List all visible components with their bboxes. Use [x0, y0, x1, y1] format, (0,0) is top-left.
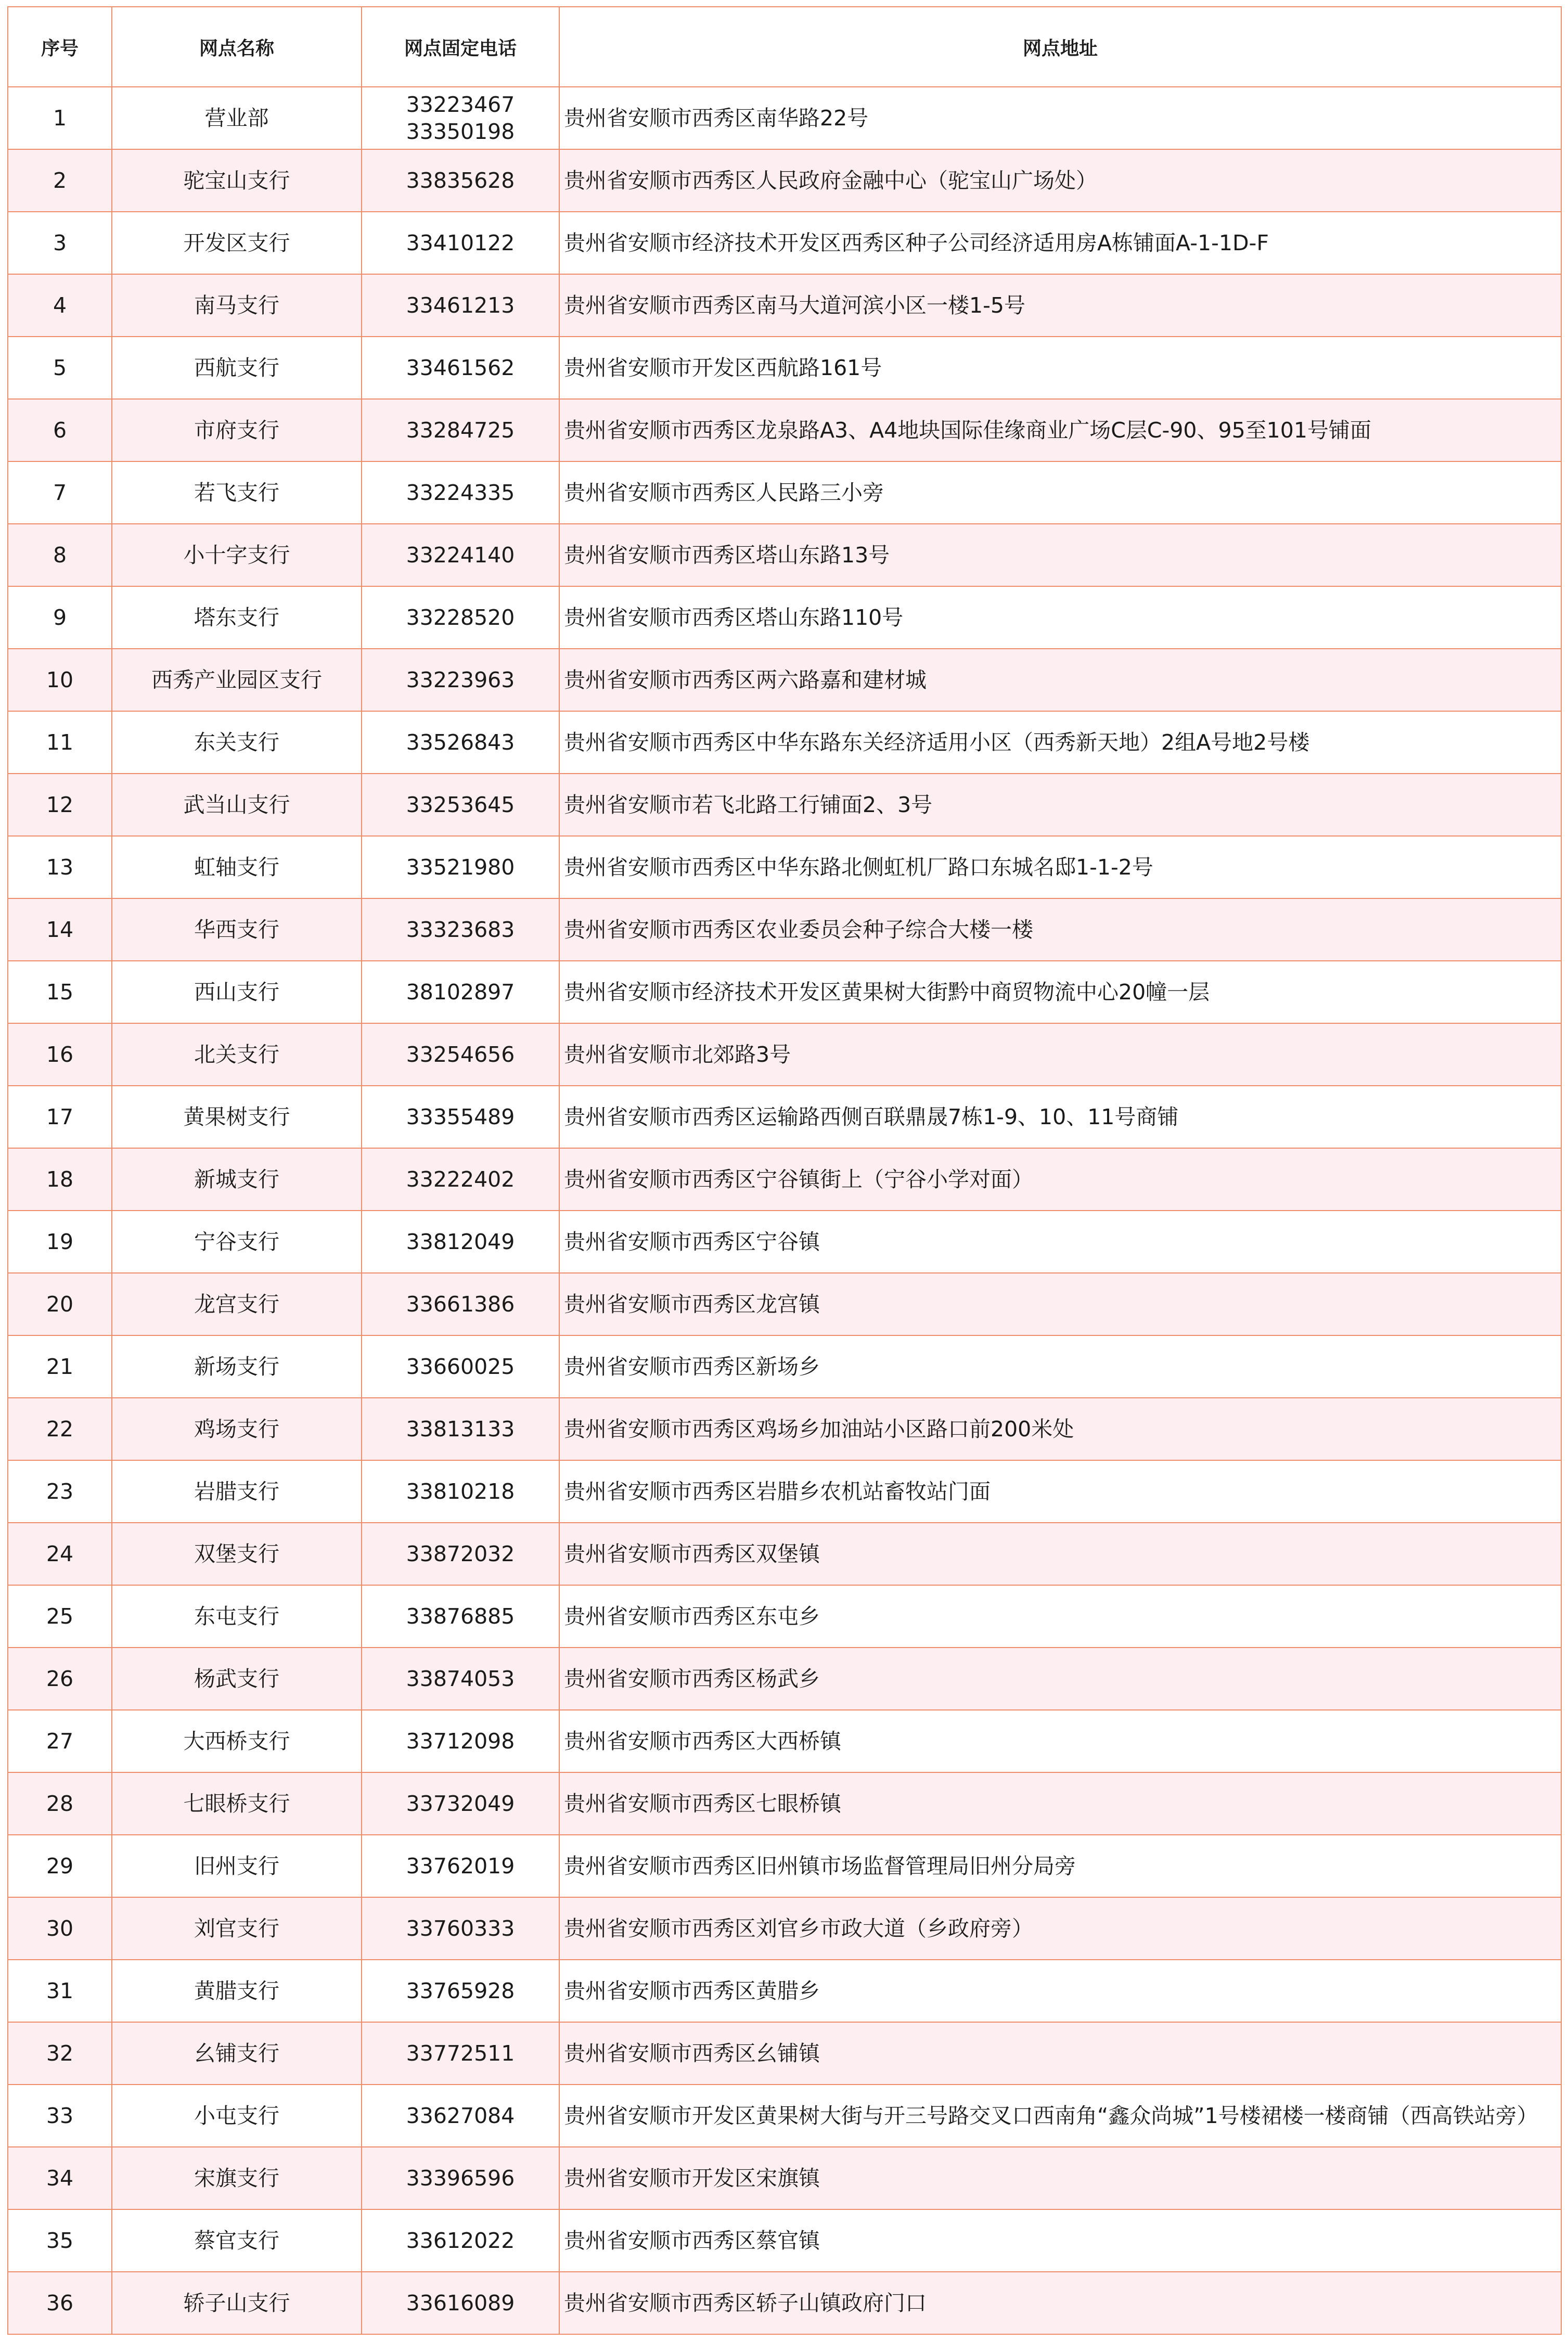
phone-number: 33612022: [406, 2228, 515, 2253]
branch-address: 贵州省安顺市西秀区中华东路东关经济适用小区（西秀新天地）2组A号地2号楼: [559, 711, 1561, 774]
branch-address: 贵州省安顺市西秀区宁谷镇: [559, 1211, 1561, 1273]
branch-name: 轿子山支行: [112, 2272, 362, 2334]
branch-phone: [362, 836, 559, 898]
branch-address: 贵州省安顺市经济技术开发区西秀区种子公司经济适用房A栋铺面A-1-1D-F: [559, 212, 1561, 274]
branch-address: 贵州省安顺市西秀区塔山东路13号: [559, 524, 1561, 586]
row-index: 9: [8, 586, 112, 649]
branch-phone: [362, 1648, 559, 1710]
header-row: [8, 7, 1561, 87]
branch-name: 虹轴支行: [112, 836, 362, 898]
branch-name: 岩腊支行: [112, 1460, 362, 1523]
branch-table: [7, 6, 1562, 2335]
table-row: [8, 586, 1561, 649]
table-body: [8, 87, 1561, 2334]
table-row: [8, 524, 1561, 586]
branch-name: 幺铺支行: [112, 2022, 362, 2085]
row-index: 29: [8, 1835, 112, 1897]
branch-address: 贵州省安顺市西秀区两六路嘉和建材城: [559, 649, 1561, 711]
table-row: [8, 461, 1561, 524]
branch-name: 黄果树支行: [112, 1086, 362, 1148]
table-row: [8, 399, 1561, 461]
phone-number: 33660025: [406, 1354, 515, 1379]
table-row: [8, 149, 1561, 212]
branch-address: 贵州省安顺市西秀区南华路22号: [559, 87, 1561, 149]
row-index: 15: [8, 961, 112, 1023]
branch-address: 贵州省安顺市西秀区新场乡: [559, 1335, 1561, 1398]
row-index: 4: [8, 274, 112, 337]
branch-phone: [362, 711, 559, 774]
row-index: 23: [8, 1460, 112, 1523]
branch-address: 贵州省安顺市西秀区杨武乡: [559, 1648, 1561, 1710]
branch-phone: [362, 212, 559, 274]
branch-phone: [362, 1710, 559, 1772]
row-index: 30: [8, 1897, 112, 1960]
table-row: [8, 774, 1561, 836]
row-index: 18: [8, 1148, 112, 1211]
phone-number: 33872032: [406, 1541, 515, 1566]
branch-phone: [362, 1335, 559, 1398]
row-index: 35: [8, 2209, 112, 2272]
row-index: 25: [8, 1585, 112, 1648]
header-index: 序号: [8, 7, 112, 87]
branch-name: 东关支行: [112, 711, 362, 774]
phone-number: 33810218: [406, 1479, 515, 1504]
branch-name: 南马支行: [112, 274, 362, 337]
table-row: [8, 212, 1561, 274]
branch-phone: [362, 649, 559, 711]
branch-address: 贵州省安顺市西秀区幺铺镇: [559, 2022, 1561, 2085]
branch-name: 鸡场支行: [112, 1398, 362, 1460]
table-row: [8, 1710, 1561, 1772]
table-row: [8, 337, 1561, 399]
branch-address: 贵州省安顺市西秀区刘官乡市政大道（乡政府旁）: [559, 1897, 1561, 1960]
phone-number: 33526843: [406, 730, 515, 755]
row-index: 3: [8, 212, 112, 274]
table-row: [8, 1398, 1561, 1460]
branch-name: 新城支行: [112, 1148, 362, 1211]
branch-address: 贵州省安顺市西秀区宁谷镇街上（宁谷小学对面）: [559, 1148, 1561, 1211]
phone-number: 33461213: [406, 293, 515, 318]
phone-number: 33812049: [406, 1229, 515, 1254]
branch-phone: [362, 1960, 559, 2022]
row-index: 7: [8, 461, 112, 524]
branch-name: 北关支行: [112, 1023, 362, 1086]
branch-phone: [362, 774, 559, 836]
table-row: [8, 1897, 1561, 1960]
branch-name: 西航支行: [112, 337, 362, 399]
branch-name: 杨武支行: [112, 1648, 362, 1710]
branch-phone: [362, 87, 559, 149]
branch-name: 小屯支行: [112, 2085, 362, 2147]
branch-phone: [362, 399, 559, 461]
branch-address: 贵州省安顺市西秀区蔡官镇: [559, 2209, 1561, 2272]
table-row: [8, 1023, 1561, 1086]
branch-name: 新场支行: [112, 1335, 362, 1398]
phone-number: 33521980: [406, 855, 515, 880]
table-row: [8, 711, 1561, 774]
table-row: [8, 1273, 1561, 1335]
branch-name: 黄腊支行: [112, 1960, 362, 2022]
branch-phone: [362, 1835, 559, 1897]
branch-name: 西秀产业园区支行: [112, 649, 362, 711]
table-row: [8, 1086, 1561, 1148]
table-row: [8, 1960, 1561, 2022]
branch-address: 贵州省安顺市西秀区农业委员会种子综合大楼一楼: [559, 898, 1561, 961]
branch-phone: [362, 2272, 559, 2334]
phone-number: 33461562: [406, 355, 515, 380]
branch-phone: [362, 1148, 559, 1211]
branch-address: 贵州省安顺市西秀区人民路三小旁: [559, 461, 1561, 524]
table-row: [8, 1585, 1561, 1648]
branch-name: 东屯支行: [112, 1585, 362, 1648]
table-row: [8, 1772, 1561, 1835]
phone-number: 33765928: [406, 1978, 515, 2003]
row-index: 11: [8, 711, 112, 774]
branch-address: 贵州省安顺市西秀区龙泉路A3、A4地块国际佳缘商业广场C层C-90、95至101号铺面: [559, 399, 1561, 461]
phone-number: 33835628: [406, 168, 515, 193]
branch-phone: [362, 2209, 559, 2272]
branch-address: 贵州省安顺市西秀区七眼桥镇: [559, 1772, 1561, 1835]
branch-name: 宁谷支行: [112, 1211, 362, 1273]
branch-phone: [362, 2022, 559, 2085]
branch-address: 贵州省安顺市西秀区岩腊乡农机站畜牧站门面: [559, 1460, 1561, 1523]
table-row: [8, 1835, 1561, 1897]
table-row: [8, 1211, 1561, 1273]
branch-name: 驼宝山支行: [112, 149, 362, 212]
branch-address: 贵州省安顺市西秀区中华东路北侧虹机厂路口东城名邸1-1-2号: [559, 836, 1561, 898]
row-index: 20: [8, 1273, 112, 1335]
branch-phone: [362, 1897, 559, 1960]
branch-phone: [362, 1772, 559, 1835]
branch-name: 宋旗支行: [112, 2147, 362, 2209]
phone-number: 33732049: [406, 1791, 515, 1816]
branch-name: 旧州支行: [112, 1835, 362, 1897]
phone-number: 33712098: [406, 1729, 515, 1754]
branch-name: 营业部: [112, 87, 362, 149]
phone-number: 33223963: [406, 667, 515, 692]
branch-address: 贵州省安顺市西秀区东屯乡: [559, 1585, 1561, 1648]
table-row: [8, 87, 1561, 149]
phone-number: 33228520: [406, 605, 515, 630]
branch-name: 武当山支行: [112, 774, 362, 836]
phone-number: 33222402: [406, 1167, 515, 1192]
phone-number: 33410122: [406, 230, 515, 255]
branch-phone: [362, 1585, 559, 1648]
branch-name: 西山支行: [112, 961, 362, 1023]
branch-name: 双堡支行: [112, 1523, 362, 1585]
table-row: [8, 274, 1561, 337]
row-index: 21: [8, 1335, 112, 1398]
table-row: [8, 2147, 1561, 2209]
branch-address: 贵州省安顺市西秀区塔山东路110号: [559, 586, 1561, 649]
branch-address: 贵州省安顺市西秀区运输路西侧百联鼎晟7栋1-9、10、11号商铺: [559, 1086, 1561, 1148]
header-address: 网点地址: [559, 7, 1561, 87]
branch-address: 贵州省安顺市西秀区人民政府金融中心（驼宝山广场处）: [559, 149, 1561, 212]
phone-number: 38102897: [406, 980, 515, 1005]
phone-number: 33876885: [406, 1604, 515, 1629]
branch-phone: [362, 961, 559, 1023]
branch-address: 贵州省安顺市经济技术开发区黄果树大街黔中商贸物流中心20幢一层: [559, 961, 1561, 1023]
phone-number: 33661386: [406, 1292, 515, 1317]
branch-table-container: [7, 6, 1561, 2335]
phone-number: 33355489: [406, 1104, 515, 1129]
phone-number: 33253645: [406, 792, 515, 817]
row-index: 22: [8, 1398, 112, 1460]
branch-address: 贵州省安顺市西秀区南马大道河滨小区一楼1-5号: [559, 274, 1561, 337]
row-index: 1: [8, 87, 112, 149]
branch-name: 大西桥支行: [112, 1710, 362, 1772]
branch-phone: [362, 1023, 559, 1086]
table-row: [8, 836, 1561, 898]
row-index: 2: [8, 149, 112, 212]
table-row: [8, 898, 1561, 961]
row-index: 33: [8, 2085, 112, 2147]
table-row: [8, 2085, 1561, 2147]
table-row: [8, 649, 1561, 711]
branch-name: 开发区支行: [112, 212, 362, 274]
branch-phone: [362, 1086, 559, 1148]
branch-name: 华西支行: [112, 898, 362, 961]
row-index: 32: [8, 2022, 112, 2085]
row-index: 36: [8, 2272, 112, 2334]
header-phone: 网点固定电话: [362, 7, 559, 87]
row-index: 26: [8, 1648, 112, 1710]
branch-address: 贵州省安顺市开发区宋旗镇: [559, 2147, 1561, 2209]
branch-address: 贵州省安顺市开发区黄果树大街与开三号路交叉口西南角“鑫众尚城”1号楼裙楼一楼商铺（西高铁站旁）: [559, 2085, 1561, 2147]
phone-number: 33762019: [406, 1854, 515, 1879]
branch-address: 贵州省安顺市西秀区轿子山镇政府门口: [559, 2272, 1561, 2334]
branch-address: 贵州省安顺市西秀区大西桥镇: [559, 1710, 1561, 1772]
row-index: 24: [8, 1523, 112, 1585]
branch-name: 塔东支行: [112, 586, 362, 649]
phone-number: 33772511: [406, 2041, 515, 2066]
table-row: [8, 1460, 1561, 1523]
branch-address: 贵州省安顺市北郊路3号: [559, 1023, 1561, 1086]
phone-number: 33616089: [406, 2291, 515, 2316]
phone-number: 33224140: [406, 543, 515, 568]
branch-phone: [362, 1273, 559, 1335]
row-index: 8: [8, 524, 112, 586]
branch-phone: [362, 1211, 559, 1273]
table-row: [8, 961, 1561, 1023]
branch-name: 蔡官支行: [112, 2209, 362, 2272]
table-row: [8, 1523, 1561, 1585]
table-header: [8, 7, 1561, 87]
branch-name: 若飞支行: [112, 461, 362, 524]
table-row: [8, 1148, 1561, 1211]
branch-phone: [362, 149, 559, 212]
phone-number: 33224335: [406, 480, 515, 505]
table-row: [8, 2022, 1561, 2085]
header-branch-name: 网点名称: [112, 7, 362, 87]
branch-phone: [362, 586, 559, 649]
branch-phone: [362, 337, 559, 399]
branch-address: 贵州省安顺市西秀区旧州镇市场监督管理局旧州分局旁: [559, 1835, 1561, 1897]
phone-number: 33284725: [406, 418, 515, 443]
branch-name: 龙宫支行: [112, 1273, 362, 1335]
table-row: [8, 2272, 1561, 2334]
row-index: 14: [8, 898, 112, 961]
branch-name: 七眼桥支行: [112, 1772, 362, 1835]
table-row: [8, 2209, 1561, 2272]
branch-phone: [362, 2147, 559, 2209]
row-index: 17: [8, 1086, 112, 1148]
branch-address: 贵州省安顺市西秀区鸡场乡加油站小区路口前200米处: [559, 1398, 1561, 1460]
phone-number: 33254656: [406, 1042, 515, 1067]
row-index: 19: [8, 1211, 112, 1273]
branch-phone: [362, 1460, 559, 1523]
branch-address: 贵州省安顺市西秀区黄腊乡: [559, 1960, 1561, 2022]
branch-phone: [362, 1523, 559, 1585]
row-index: 34: [8, 2147, 112, 2209]
branch-name: 市府支行: [112, 399, 362, 461]
branch-address: 贵州省安顺市西秀区龙宫镇: [559, 1273, 1561, 1335]
phone-number: 33627084: [406, 2103, 515, 2128]
phone-number: 33813133: [406, 1417, 515, 1442]
row-index: 31: [8, 1960, 112, 2022]
row-index: 12: [8, 774, 112, 836]
phone-number: 33760333: [406, 1916, 515, 1941]
phone-number: 33323683: [406, 917, 515, 942]
phone-number: 33223467: [406, 92, 515, 117]
table-row: [8, 1648, 1561, 1710]
row-index: 27: [8, 1710, 112, 1772]
row-index: 5: [8, 337, 112, 399]
branch-address: 贵州省安顺市西秀区双堡镇: [559, 1523, 1561, 1585]
branch-phone: [362, 524, 559, 586]
phone-number: 33396596: [406, 2166, 515, 2191]
row-index: 6: [8, 399, 112, 461]
branch-name: 小十字支行: [112, 524, 362, 586]
row-index: 28: [8, 1772, 112, 1835]
row-index: 10: [8, 649, 112, 711]
row-index: 16: [8, 1023, 112, 1086]
branch-name: 刘官支行: [112, 1897, 362, 1960]
phone-number: 33874053: [406, 1666, 515, 1691]
branch-address: 贵州省安顺市开发区西航路161号: [559, 337, 1561, 399]
branch-phone: [362, 2085, 559, 2147]
table-row: [8, 1335, 1561, 1398]
branch-phone: [362, 461, 559, 524]
row-index: 13: [8, 836, 112, 898]
branch-address: 贵州省安顺市若飞北路工行铺面2、3号: [559, 774, 1561, 836]
branch-phone: [362, 1398, 559, 1460]
phone-number: 33350198: [406, 119, 515, 144]
branch-phone: [362, 274, 559, 337]
branch-phone: [362, 898, 559, 961]
